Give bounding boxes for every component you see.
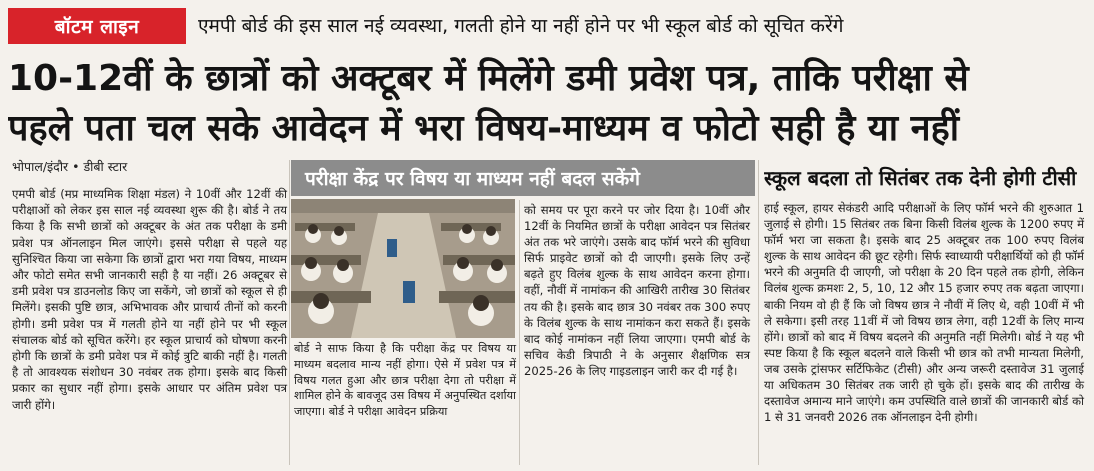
section-header-exam-center: परीक्षा केंद्र पर विषय या माध्यम नहीं बदल सकेंगे bbox=[291, 160, 755, 196]
headline-line-1: 10-12वीं के छात्रों को अक्टूबर में मिलेंगे डमी प्रवेश पत्र, ताकि परीक्षा से bbox=[8, 58, 969, 99]
column-divider bbox=[758, 160, 759, 465]
exam-hall-photo bbox=[291, 199, 515, 338]
column-label-badge: बॉटम लाइन bbox=[8, 8, 186, 44]
article-column-1: एमपी बोर्ड (मप्र माध्यमिक शिक्षा मंडल) ने 10वीं और 12वीं की परीक्षाओं को लेकर इस साल नई व्यवस्था शुरू की है। बोर्ड ने तय किया है कि सभी छात्रों को अक्टूबर के अंत तक परीक्षा के डमी प्रवेश पत्र ऑनलाइन मिल जाएंगे। इससे परीक्षा से पहले यह सुनिश्चित किया जा सकेगा कि छात्रों द्वारा भरा गया विषय, माध्यम और फोटो समेत सभी जानकारी सही है या नहीं। 26 अक्टूबर से डमी प्रवेश पत्र डाउनलोड किए जा सकेंगे, जो छात्रों को स्कूल से ही मिलेंगे। इसकी पुष्टि छात्र, अभिभावक और प्राचार्य तीनों को करनी होगी। डमी प्रवेश पत्र में गलती होने या नहीं होने पर भी स्कूल संचालक बोर्ड को सूचित करेंगे। हर स्कूल प्राचार्य को घोषणा करनी होगी कि छात्रों के डमी प्रवेश पत्र में कोई त्रुटि बाकी नहीं है। गलती है तो आवश्यक संशोधन 30 नवंबर तक होगा। इसके बाद किसी प्रकार का सुधार नहीं होगा। इसके आधार पर अंतिम प्रवेश पत्र जारी होंगे। bbox=[12, 187, 287, 412]
subheadline: एमपी बोर्ड की इस साल नई व्यवस्था, गलती होने या नहीं होने पर भी स्कूल बोर्ड को सूचित करेंगे bbox=[198, 15, 844, 37]
section-header-tc: स्कूल बदला तो सितंबर तक देनी होगी टीसी bbox=[764, 166, 1077, 190]
students-writing-exam-illustration bbox=[291, 199, 515, 338]
top-strip bbox=[0, 0, 1094, 50]
article-column-4: हाई स्कूल, हायर सेकंडरी आदि परीक्षाओं के लिए फॉर्म भरने की शुरुआत 1 जुलाई से होगी। 15 सितंबर तक बिना किसी विलंब शुल्क के 1200 रुपए में फॉर्म भरा जा सकता है। इसके बाद 25 अक्टूबर तक 100 रुपए विलंब शुल्क के साथ आवेदन की छूट रहेगी। सिर्फ स्वाध्यायी परीक्षार्थियों को ही फॉर्म भरने की अनुमति दी जाएगी, जो परीक्षा के 20 दिन पहले तक होगी, लेकिन विलंब शुल्क क्रमशः 2, 5, 10, 12 और 15 हजार रुपए तक बढ़ता जाएगा। बाकी नियम वो ही हैं कि जो विषय छात्र ने नौवीं में लिए थे, वही 10वीं में भी ले सकेगा। इसी तरह 11वीं में जो विषय छात्र लेगा, वही 12वीं के लिए मान्य होंगे। छात्रों को बाद में विषय बदलने की अनुमति नहीं मिलेगी। बोर्ड ने यह भी स्पष्ट किया है कि स्कूल बदलने वाले किसी भी छात्र को तभी मान्यता मिलेगी, जब उसके ट्रांसफर सर्टिफिकेट (टीसी) और अन्य जरूरी दस्तावेज 31 जुलाई या अधिकतम 30 सितंबर तक जारी हो चुके हों। इसके बाद की तारीख के दस्तावेज अमान्य माने जाएंगे। कम उपस्थिति वाले छात्रों की जानकारी बोर्ड को 1 से 31 जनवरी 2026 तक ऑनलाइन देनी होगी। bbox=[764, 201, 1084, 425]
dateline: भोपाल/इंदौर • डीबी स्टार bbox=[12, 159, 128, 174]
column-divider bbox=[289, 160, 290, 465]
main-headline bbox=[8, 54, 1088, 154]
article-column-3: को समय पर पूरा करने पर जोर दिया है। 10वीं और 12वीं के नियमित छात्रों के परीक्षा आवेदन पत्र सितंबर अंत तक भरे जाएंगे। उसके बाद फॉर्म भरने की सुविधा सिर्फ प्राइवेट छात्रों को दी जाएगी। इसके लिए उन्हें बढ़ते हुए विलंब शुल्क के साथ आवेदन करना होगा। वहीं, नौवीं में नामांकन की आखिरी तारीख 30 सितंबर तय की है। इसके बाद छात्र 30 नवंबर तक 300 रुपए के विलंब शुल्क के साथ नामांकन करा सकते हैं। इसके बाद कोई नामांकन नहीं लिया जाएगा। एमपी बोर्ड के सचिव केडी त्रिपाठी ने के अनुसार शैक्षणिक सत्र 2025-26 के लिए गाइडलाइन जारी कर दी गई है। bbox=[524, 203, 750, 378]
article-column-2: बोर्ड ने साफ किया है कि परीक्षा केंद्र पर विषय या माध्यम बदलाव मान्य नहीं होगा। ऐसे में प्रवेश पत्र में विषय गलत हुआ और छात्र परीक्षा देगा तो परीक्षा में शामिल होने के बावजूद उस विषय में अनुपस्थित दर्शाया जाएगा। बोर्ड ने परीक्षा आवेदन प्रक्रिया bbox=[294, 342, 516, 419]
headline-line-2: पहले पता चल सके आवेदन में भरा विषय-माध्यम व फोटो सही है या नहीं bbox=[8, 108, 960, 149]
column-divider bbox=[519, 200, 520, 465]
